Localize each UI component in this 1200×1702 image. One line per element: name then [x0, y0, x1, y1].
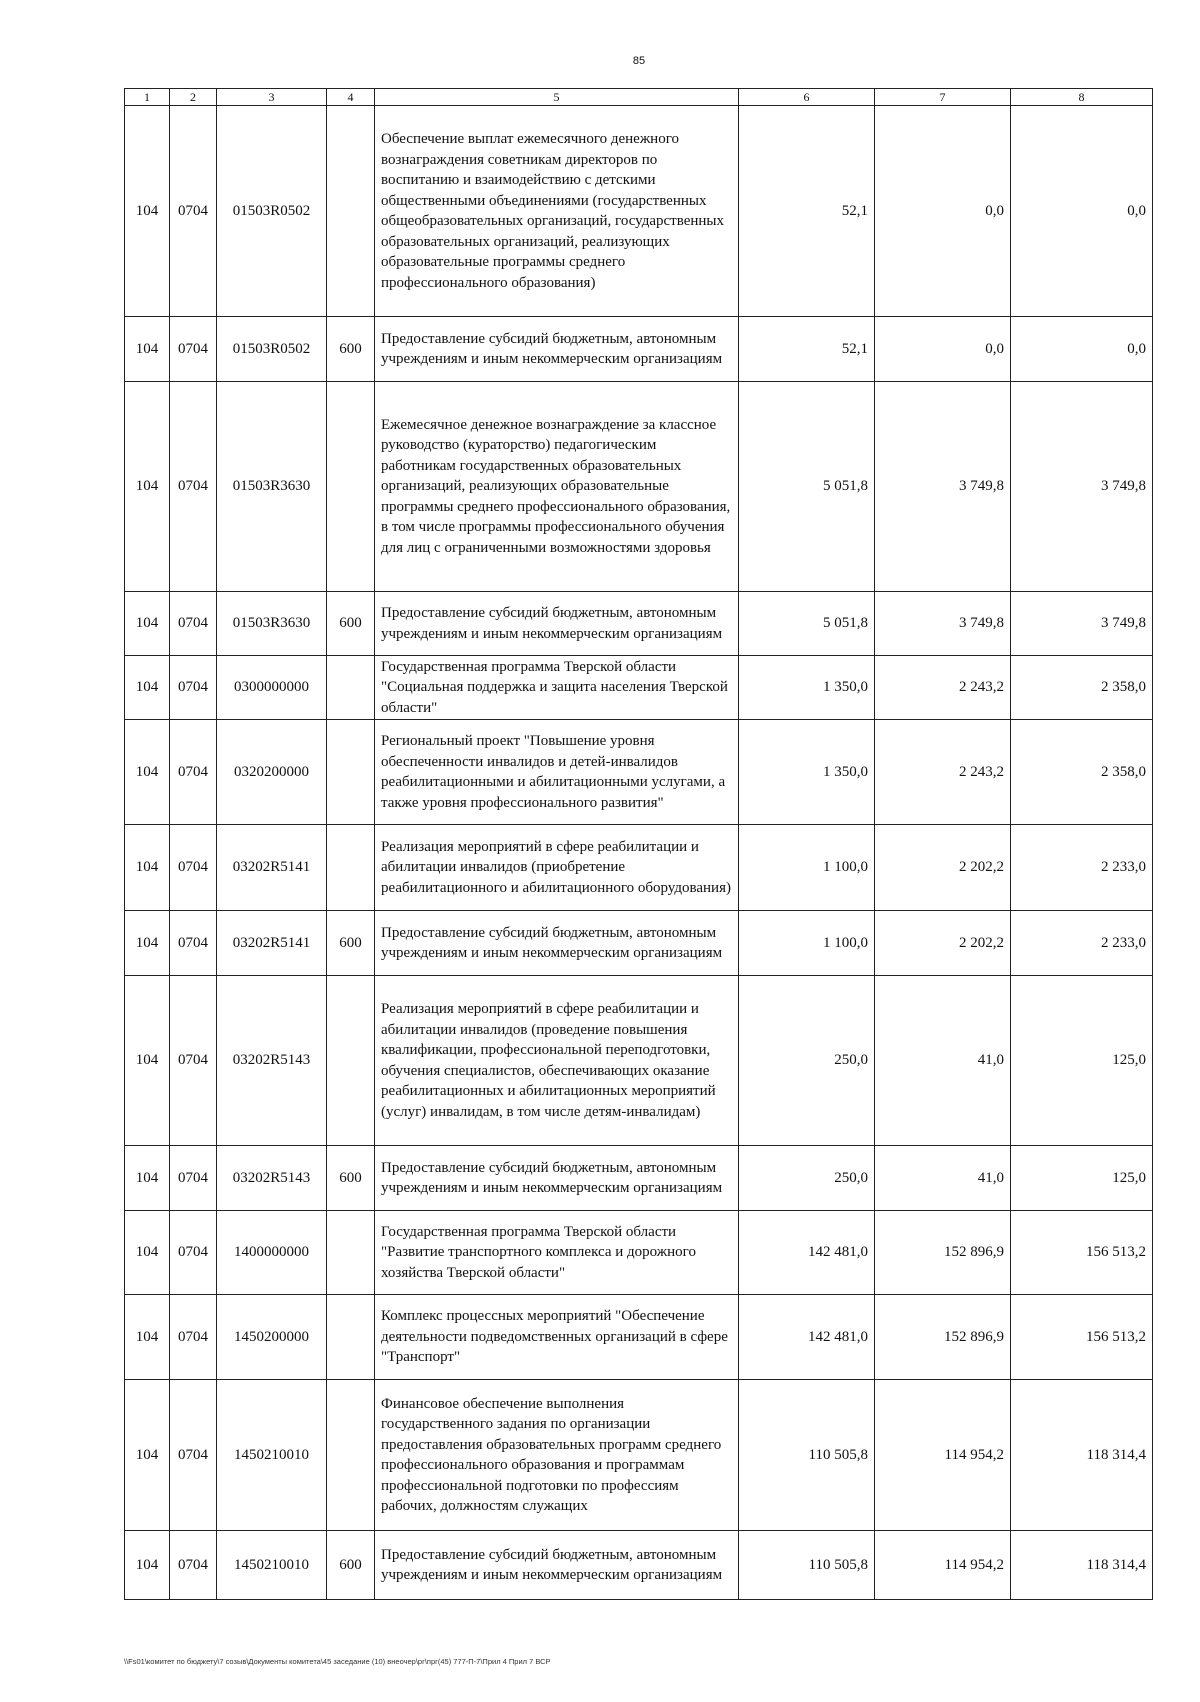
cell-expense-type — [327, 382, 375, 592]
cell-expense-type — [327, 1295, 375, 1380]
cell-target-article: 03202R5141 — [217, 911, 327, 976]
table-row — [125, 317, 1153, 382]
cell-section-code: 0704 — [170, 656, 217, 720]
table-row — [125, 1295, 1153, 1380]
cell-amount-1: 110 505,8 — [739, 1531, 875, 1600]
cell-expense-type: 600 — [327, 911, 375, 976]
cell-target-article: 1450210010 — [217, 1380, 327, 1531]
column-header-8: 8 — [1011, 89, 1153, 106]
table-row — [125, 1380, 1153, 1531]
cell-expense-type: 600 — [327, 1146, 375, 1211]
cell-amount-1: 52,1 — [739, 106, 875, 317]
cell-amount-3: 125,0 — [1011, 1146, 1153, 1211]
cell-name: Финансовое обеспечение выполнения государственного задания по организации предоставления образовательных программ среднего профессионального образования и программам профессиональной подготовки по профессиям рабочих, должностям служащих — [375, 1380, 739, 1531]
cell-amount-2: 2 202,2 — [875, 911, 1011, 976]
cell-ministry-code: 104 — [125, 911, 170, 976]
cell-target-article: 01503R0502 — [217, 317, 327, 382]
cell-section-code: 0704 — [170, 106, 217, 317]
cell-amount-3: 0,0 — [1011, 106, 1153, 317]
cell-expense-type: 600 — [327, 592, 375, 656]
cell-amount-1: 1 350,0 — [739, 656, 875, 720]
cell-amount-3: 3 749,8 — [1011, 382, 1153, 592]
table-row — [125, 911, 1153, 976]
cell-expense-type — [327, 106, 375, 317]
cell-section-code: 0704 — [170, 825, 217, 911]
page-number: 85 — [632, 55, 646, 67]
cell-name: Обеспечение выплат ежемесячного денежного вознаграждения советникам директоров по воспитанию и взаимодействию с детскими общественными объединениями (государственных общеобразовательных организаций, государственных образовательных организаций, реализующих образовательные программы среднего профессионального образования) — [375, 106, 739, 317]
cell-amount-3: 2 233,0 — [1011, 911, 1153, 976]
cell-section-code: 0704 — [170, 720, 217, 825]
cell-ministry-code: 104 — [125, 976, 170, 1146]
cell-amount-1: 250,0 — [739, 1146, 875, 1211]
cell-amount-1: 1 100,0 — [739, 911, 875, 976]
cell-amount-3: 0,0 — [1011, 317, 1153, 382]
cell-amount-2: 2 243,2 — [875, 656, 1011, 720]
table-row — [125, 382, 1153, 592]
cell-expense-type — [327, 1380, 375, 1531]
cell-amount-3: 2 358,0 — [1011, 656, 1153, 720]
cell-section-code: 0704 — [170, 1146, 217, 1211]
cell-amount-2: 114 954,2 — [875, 1531, 1011, 1600]
budget-table — [124, 88, 1153, 1600]
cell-amount-1: 5 051,8 — [739, 382, 875, 592]
cell-section-code: 0704 — [170, 1531, 217, 1600]
cell-target-article: 03202R5143 — [217, 976, 327, 1146]
cell-name: Предоставление субсидий бюджетным, автономным учреждениям и иным некоммерческим организациям — [375, 1146, 739, 1211]
table-row — [125, 1146, 1153, 1211]
cell-ministry-code: 104 — [125, 317, 170, 382]
cell-amount-1: 142 481,0 — [739, 1295, 875, 1380]
cell-name: Комплекс процессных мероприятий "Обеспечение деятельности подведомственных организаций в сфере "Транспорт" — [375, 1295, 739, 1380]
column-header-3: 3 — [217, 89, 327, 106]
cell-section-code: 0704 — [170, 317, 217, 382]
cell-name: Реализация мероприятий в сфере реабилитации и абилитации инвалидов (проведение повышения квалификации, профессиональной переподготовки, обучения специалистов, обеспечивающих оказание реабилитационных и абилитационных мероприятий (услуг) инвалидам, в том числе детям-инвалидам) — [375, 976, 739, 1146]
cell-section-code: 0704 — [170, 592, 217, 656]
cell-ministry-code: 104 — [125, 825, 170, 911]
cell-target-article: 0300000000 — [217, 656, 327, 720]
cell-section-code: 0704 — [170, 1380, 217, 1531]
table-row — [125, 825, 1153, 911]
cell-ministry-code: 104 — [125, 1146, 170, 1211]
cell-name: Государственная программа Тверской области "Развитие транспортного комплекса и дорожного хозяйства Тверской области" — [375, 1211, 739, 1295]
table-row — [125, 106, 1153, 317]
cell-ministry-code: 104 — [125, 1295, 170, 1380]
cell-amount-1: 110 505,8 — [739, 1380, 875, 1531]
cell-amount-2: 152 896,9 — [875, 1211, 1011, 1295]
cell-target-article: 01503R3630 — [217, 382, 327, 592]
cell-name: Региональный проект "Повышение уровня обеспеченности инвалидов и детей-инвалидов реабилитационными и абилитационными услугами, а также уровня профессионального развития" — [375, 720, 739, 825]
cell-amount-1: 250,0 — [739, 976, 875, 1146]
cell-amount-2: 3 749,8 — [875, 592, 1011, 656]
table-row — [125, 1211, 1153, 1295]
cell-ministry-code: 104 — [125, 1380, 170, 1531]
cell-expense-type: 600 — [327, 317, 375, 382]
column-header-5: 5 — [375, 89, 739, 106]
cell-section-code: 0704 — [170, 911, 217, 976]
cell-amount-3: 2 233,0 — [1011, 825, 1153, 911]
cell-amount-3: 125,0 — [1011, 976, 1153, 1146]
cell-amount-2: 3 749,8 — [875, 382, 1011, 592]
cell-amount-2: 0,0 — [875, 106, 1011, 317]
cell-target-article: 03202R5143 — [217, 1146, 327, 1211]
cell-amount-3: 118 314,4 — [1011, 1380, 1153, 1531]
cell-section-code: 0704 — [170, 1211, 217, 1295]
cell-target-article: 01503R0502 — [217, 106, 327, 317]
table-row — [125, 656, 1153, 720]
cell-amount-2: 2 202,2 — [875, 825, 1011, 911]
header-row — [125, 89, 1153, 106]
cell-amount-3: 2 358,0 — [1011, 720, 1153, 825]
cell-target-article: 01503R3630 — [217, 592, 327, 656]
cell-amount-3: 156 513,2 — [1011, 1211, 1153, 1295]
cell-name: Предоставление субсидий бюджетным, автономным учреждениям и иным некоммерческим организациям — [375, 911, 739, 976]
cell-target-article: 1450200000 — [217, 1295, 327, 1380]
cell-amount-1: 1 100,0 — [739, 825, 875, 911]
table-row — [125, 1531, 1153, 1600]
cell-name: Предоставление субсидий бюджетным, автономным учреждениям и иным некоммерческим организациям — [375, 317, 739, 382]
cell-expense-type — [327, 976, 375, 1146]
table-row — [125, 976, 1153, 1146]
cell-amount-2: 0,0 — [875, 317, 1011, 382]
cell-expense-type — [327, 720, 375, 825]
footer-file-path: \\Fs01\комитет по бюджету\7 созыв\Документы комитета\45 заседание (10) внеочер\рг\прг(45) 777-П-7\Прил 4 Прил 7 ВСР — [124, 1657, 551, 1666]
cell-ministry-code: 104 — [125, 1531, 170, 1600]
cell-amount-2: 2 243,2 — [875, 720, 1011, 825]
column-header-1: 1 — [125, 89, 170, 106]
cell-amount-3: 118 314,4 — [1011, 1531, 1153, 1600]
cell-amount-1: 52,1 — [739, 317, 875, 382]
cell-amount-1: 5 051,8 — [739, 592, 875, 656]
cell-amount-2: 41,0 — [875, 1146, 1011, 1211]
cell-expense-type: 600 — [327, 1531, 375, 1600]
cell-expense-type — [327, 656, 375, 720]
table-row — [125, 720, 1153, 825]
cell-expense-type — [327, 1211, 375, 1295]
cell-name: Реализация мероприятий в сфере реабилитации и абилитации инвалидов (приобретение реабилитационного и абилитационного оборудования) — [375, 825, 739, 911]
column-header-6: 6 — [739, 89, 875, 106]
cell-amount-3: 3 749,8 — [1011, 592, 1153, 656]
cell-ministry-code: 104 — [125, 382, 170, 592]
column-header-4: 4 — [327, 89, 375, 106]
cell-amount-3: 156 513,2 — [1011, 1295, 1153, 1380]
cell-ministry-code: 104 — [125, 720, 170, 825]
cell-amount-1: 1 350,0 — [739, 720, 875, 825]
cell-expense-type — [327, 825, 375, 911]
cell-ministry-code: 104 — [125, 592, 170, 656]
cell-section-code: 0704 — [170, 976, 217, 1146]
cell-target-article: 0320200000 — [217, 720, 327, 825]
cell-ministry-code: 104 — [125, 656, 170, 720]
table-row — [125, 592, 1153, 656]
cell-amount-2: 41,0 — [875, 976, 1011, 1146]
cell-amount-2: 152 896,9 — [875, 1295, 1011, 1380]
cell-target-article: 1450210010 — [217, 1531, 327, 1600]
cell-section-code: 0704 — [170, 382, 217, 592]
cell-target-article: 03202R5141 — [217, 825, 327, 911]
cell-name: Государственная программа Тверской области "Социальная поддержка и защита населения Тверской области" — [375, 656, 739, 720]
cell-ministry-code: 104 — [125, 1211, 170, 1295]
cell-amount-1: 142 481,0 — [739, 1211, 875, 1295]
cell-target-article: 1400000000 — [217, 1211, 327, 1295]
cell-name: Ежемесячное денежное вознаграждение за классное руководство (кураторство) педагогическим работникам государственных образовательных организаций, реализующих образовательные программы среднего профессионального образования, в том числе программы профессионального обучения для лиц с ограниченными возможностями здоровья — [375, 382, 739, 592]
cell-section-code: 0704 — [170, 1295, 217, 1380]
cell-name: Предоставление субсидий бюджетным, автономным учреждениям и иным некоммерческим организациям — [375, 592, 739, 656]
cell-name: Предоставление субсидий бюджетным, автономным учреждениям и иным некоммерческим организациям — [375, 1531, 739, 1600]
cell-ministry-code: 104 — [125, 106, 170, 317]
column-header-7: 7 — [875, 89, 1011, 106]
cell-amount-2: 114 954,2 — [875, 1380, 1011, 1531]
column-header-2: 2 — [170, 89, 217, 106]
